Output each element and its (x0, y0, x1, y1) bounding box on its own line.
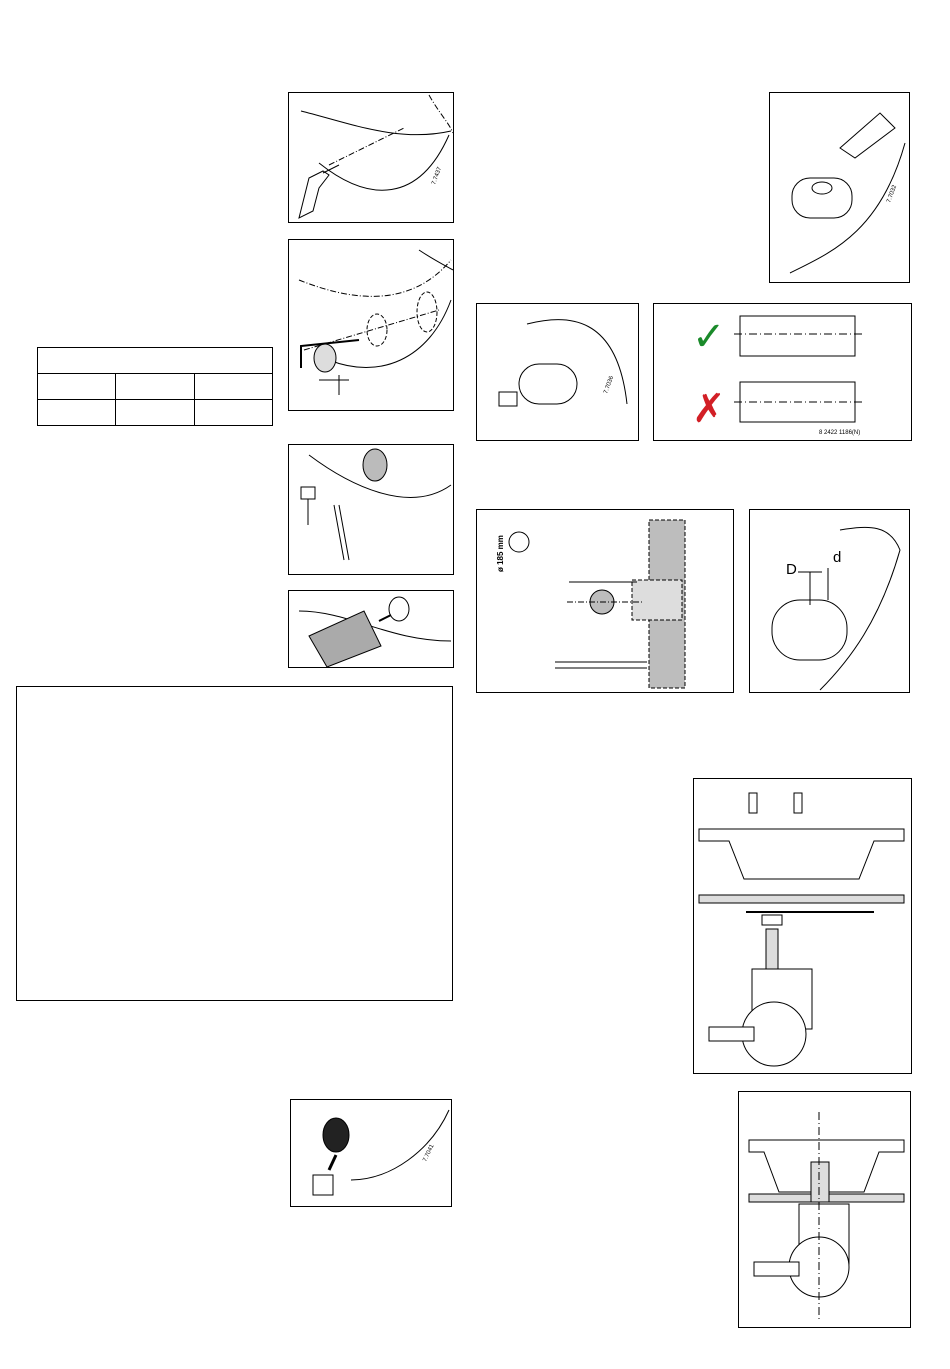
figure-alignment-check (653, 303, 912, 441)
template-diameter: ø 185 mm (496, 535, 505, 572)
table-cell (116, 374, 194, 400)
figure-dimensions (749, 509, 910, 693)
figure-code: 7.7437 (431, 166, 444, 186)
figure-code: 7.7032 (886, 184, 899, 204)
dimension-d: d (833, 549, 842, 566)
spec-table (37, 347, 273, 426)
table-cell (38, 374, 116, 400)
figure-grinding (288, 444, 454, 575)
notice-box (16, 686, 453, 1001)
figure-tube-insert (288, 590, 454, 668)
figure-drill-hull (288, 92, 454, 223)
figure-code: 7.7036 (603, 375, 616, 395)
cross-icon: ✗ (692, 386, 726, 432)
figure-code: 7.7041 (422, 1143, 436, 1163)
figure-pencil-marking (769, 92, 910, 283)
figure-code: 8 2422 1186(N) (819, 430, 861, 436)
figure-exploded-assembly (693, 778, 912, 1074)
table-cell (116, 400, 194, 426)
table-cell (38, 400, 116, 426)
figure-drill-template (476, 509, 734, 693)
check-icon: ✓ (692, 314, 726, 360)
figure-hole-measure (288, 239, 454, 411)
figure-apply-paint (290, 1099, 452, 1207)
dimension-D: D (786, 561, 797, 578)
table-cell (194, 374, 272, 400)
figure-template-hull (476, 303, 639, 441)
table-cell (194, 400, 272, 426)
table-header-cell (38, 348, 273, 374)
figure-installed-assembly (738, 1091, 911, 1328)
